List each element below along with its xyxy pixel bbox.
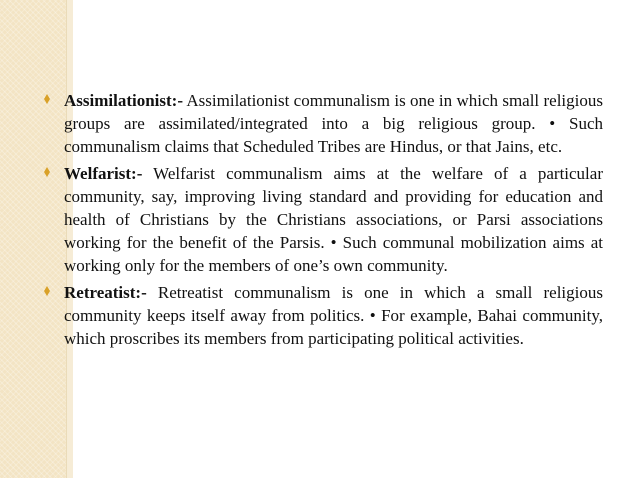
diamond-bullet-icon: [43, 93, 51, 105]
welfarist-paragraph: [64, 162, 603, 277]
assimilationist-description: Assimilationist communalism is one in which small religious groups are assimilated/integrated into a big religious group. • Such communalism claims that Scheduled Tribes are Hindus, or that Jains, etc.: [64, 91, 603, 156]
retreatist-description: Retreatist communalism is one in which a small religious community keeps itself away from politics. • For example, Bahai community, which proscribes its members from participating political activities.: [64, 283, 603, 348]
assimilationist-term: Assimilationist:-: [64, 91, 183, 110]
list-item-retreatist: [43, 281, 603, 350]
welfarist-description: Welfarist communalism aims at the welfare of a particular community, say, improving living standard and providing for education and health of Christians by the Christians associations, or Parsi associations working for the benefit of the Parsis. • Such communal mobilization aims at working only for the members of one’s own community.: [64, 164, 603, 275]
list-item-welfarist: [43, 162, 603, 277]
list-item-assimilationist: [43, 89, 603, 158]
bullet-list: [43, 89, 603, 354]
retreatist-paragraph: [64, 281, 603, 350]
diamond-bullet-icon: [43, 166, 51, 178]
welfarist-term: Welfarist:-: [64, 164, 143, 183]
diamond-bullet-icon: [43, 285, 51, 297]
retreatist-term: Retreatist:-: [64, 283, 147, 302]
assimilationist-paragraph: [64, 89, 603, 158]
